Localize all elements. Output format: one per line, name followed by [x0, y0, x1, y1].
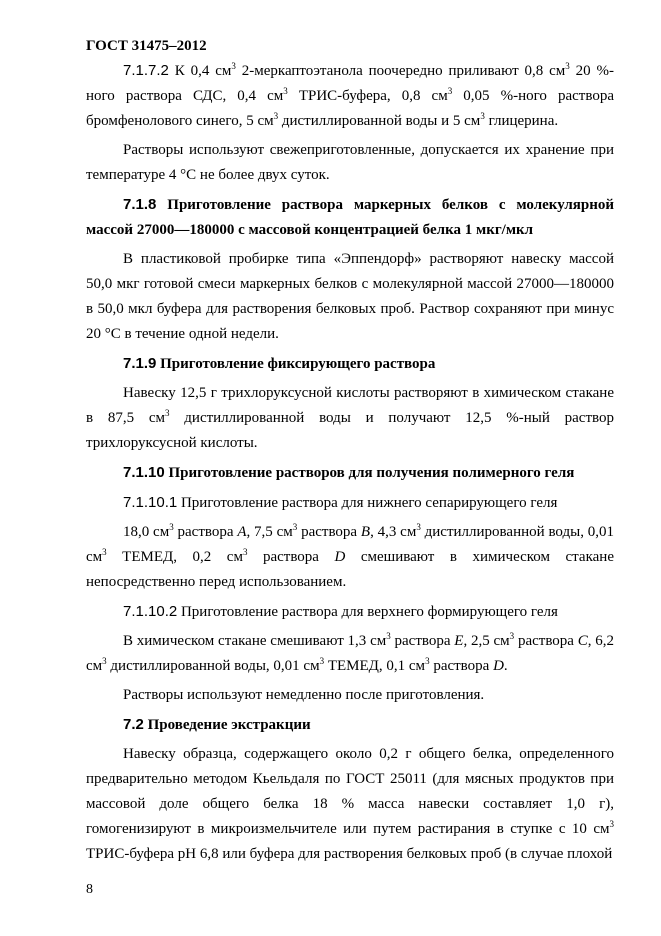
heading-7-1-10 [86, 460, 614, 486]
section-number: 7.1.7.2 [123, 62, 169, 79]
page-number: 8 [86, 882, 93, 897]
paragraph-solutions-fresh: Растворы используют свежеприготовленные, допускается их хранение при температуре 4 °С не более двух суток. [86, 142, 614, 183]
section-number: 7.2 [123, 716, 144, 733]
section-number: 7.1.10.2 [123, 603, 178, 620]
section-title: Приготовление раствора маркерных белков с молекулярной массой 27000—180000 с массовой концентрацией белка 1 мкг/мкл [86, 197, 614, 238]
section-number: 7.1.8 [123, 196, 157, 213]
section-title: Приготовление фиксирующего раствора [156, 356, 436, 372]
paragraph-7-1-8: В пластиковой пробирке типа «Эппендорф» растворяют навеску массой 50,0 мкг готовой смеси маркерных белков с молекулярной массой 27000—180000 в 50,0 мкл буфера для растворения белковых проб. Раствор сохраняют при минус 20 °С в течение одной недели. [86, 251, 614, 342]
paragraph-7-1-10-1: 18,0 $см^3$ раствора А, 7,5 $см^3$ раствора В, 4,3 $см^3$ дистиллированной воды, 0,01 $см^3$ ТЕМЕД, 0,2 $см^3$ раствора D смешивают в химическом стакане непосредственно перед использованием. [86, 522, 615, 590]
page-content [86, 58, 614, 871]
section-number: 7.1.10 [123, 464, 165, 481]
heading-7-1-10-1 [86, 490, 614, 516]
document-header: ГОСТ 31475–2012 [86, 38, 207, 54]
paragraph-7-2: Навеску образца, содержащего около 0,2 г общего белка, определенного предварительно методом Кьельдаля по ГОСТ 25011 (для мясных продуктов при массовой доле общего белка 18 % масса навески составляет 1,0 г), гомогенизируют в микроизмельчителе или путем растирания в ступке с 10 $см^3$ ТРИС-буфера рН 6,8 или буфера для растворения белковых проб (в случае плохой [86, 746, 614, 862]
section-number: 7.1.10.1 [123, 494, 178, 511]
section-number: 7.1.9 [123, 355, 157, 372]
paragraph-solutions-immediate: Растворы используют немедленно после приготовления. [123, 687, 485, 703]
section-title: Приготовление растворов для получения полимерного геля [164, 465, 575, 481]
heading-7-1-9 [86, 351, 614, 377]
paragraph-7-1-9: Навеску 12,5 г трихлоруксусной кислоты растворяют в химическом стакане в 87,5 $см^3$ дистиллированной воды и получают 12,5 %-ный раствор трихлоруксусной кислоты. [86, 385, 614, 451]
heading-7-1-10-2 [86, 599, 614, 625]
paragraph-7-1-10-2: В химическом стакане смешивают 1,3 $см^3$ раствора Е, 2,5 $см^3$ раствора С, 6,2 $см^3$ дистиллированной воды, 0,01 $см^3$ ТЕМЕД, 0,1 $см^3$ раствора D. [86, 631, 615, 674]
paragraph-7-1-7-2: 7.1.7.2 К 0,4 $см^3$ 2-меркаптоэтанола поочередно приливают 0,8 $см^3$ 20 %-ного раствора СДС, 0,4 $см^3$ ТРИС-буфера, 0,8 $см^3$ 0,05 %-ного раствора бромфенолового синего, 5 $см^3$ дистиллированной воды и 5 $см^3$ глицерина. [86, 61, 614, 129]
section-title: Приготовление раствора для нижнего сепарирующего геля [177, 495, 558, 511]
heading-7-1-8 [86, 192, 614, 243]
heading-7-2 [86, 712, 614, 738]
section-title: Приготовление раствора для верхнего формирующего геля [177, 604, 558, 620]
section-title: Проведение экстракции [143, 717, 311, 733]
